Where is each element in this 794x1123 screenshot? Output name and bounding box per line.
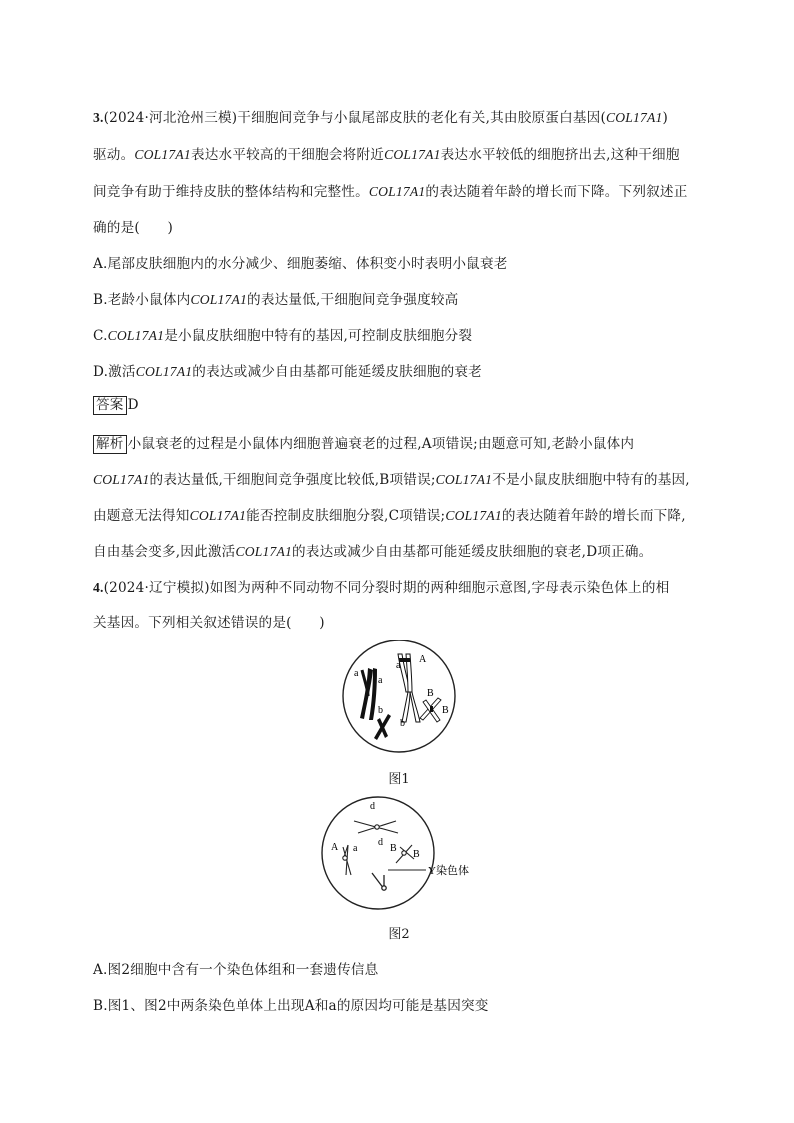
gene-name: COL17A1 [435, 472, 493, 487]
gene-name: COL17A1 [445, 508, 502, 523]
q3-option-b [93, 288, 458, 308]
q3-number: 3. [93, 110, 104, 125]
gene-name: COL17A1 [605, 110, 663, 125]
q3-stem-3a: 间竞争有助于维持皮肤的整体结构和完整性。 [93, 184, 369, 200]
q3-stem-1: 干细胞间竞争与小鼠尾部皮肤的老化有关,其由胶原蛋白基因( [237, 110, 606, 126]
gene-name: COL17A1 [135, 364, 193, 379]
gene-label-A: A [419, 654, 427, 665]
figure-2-caption: 图2 [388, 927, 410, 942]
analysis-text-3a: 由题意无法得知 [93, 508, 190, 524]
q3-option-b-a: B.老龄小鼠体内 [93, 292, 191, 308]
gene-label-d: d [378, 837, 383, 848]
y-chromosome-label: Y染色体 [428, 865, 469, 877]
gene-label-a: a [354, 668, 359, 679]
gene-name: COL17A1 [368, 184, 426, 199]
q3-analysis-1 [93, 432, 634, 454]
q3-line-4: 确的是( ) [93, 220, 173, 236]
chromosome-A-a [343, 845, 351, 875]
chromosome-B-pair [420, 698, 441, 722]
gene-label-b: b [400, 718, 405, 729]
q3-line-2 [93, 143, 680, 163]
q3-line-1 [93, 106, 668, 126]
q3-stem-2a: 驱动。 [93, 147, 135, 163]
q3-stem-2b: 表达水平较高的干细胞会将附近 [190, 147, 385, 163]
gene-label-B: B [442, 705, 449, 716]
analysis-label: 解析 [93, 435, 127, 454]
chromosome-B [396, 845, 414, 863]
q3-source: (2024·河北沧州三模) [103, 110, 238, 126]
gene-label-A: A [331, 842, 339, 853]
gene-name: COL17A1 [107, 328, 165, 343]
gene-label-B: B [413, 849, 420, 860]
q3-analysis-2 [93, 468, 690, 488]
gene-name: COL17A1 [235, 544, 293, 559]
analysis-text-4a: 自由基会变多,因此激活 [93, 544, 236, 560]
q4-line-2: 关基因。下列相关叙述错误的是( ) [93, 615, 325, 631]
q4-number: 4. [93, 580, 104, 595]
q3-stem-3b: 的表达随着年龄的增长而下降。下列叙述正 [425, 184, 688, 200]
q3-option-c-a: C. [93, 328, 108, 344]
q3-option-d [93, 360, 482, 380]
gene-name: COL17A1 [384, 147, 441, 162]
gene-label-B: B [427, 688, 434, 699]
q3-option-b-b: 的表达量低,干细胞间竞争强度较高 [247, 292, 459, 308]
gene-label-a: a [353, 843, 358, 854]
analysis-text-2d: 不是小鼠皮肤细胞中特有的基因, [492, 472, 690, 488]
q4-option-a: A.图2细胞中含有一个染色体组和一套遗传信息 [93, 962, 379, 978]
figure-1-cell-diagram [340, 640, 460, 756]
gene-name: COL17A1 [134, 147, 191, 162]
q3-option-c-b: 是小鼠皮肤细胞中特有的基因,可控制皮肤细胞分裂 [164, 328, 473, 344]
q4-line-1 [93, 576, 669, 596]
gene-name: COL17A1 [93, 472, 150, 487]
q3-analysis-3 [93, 504, 686, 524]
analysis-text-3b: 能否控制皮肤细胞分裂,C项错误; [246, 508, 446, 524]
q3-stem-1-close: ) [662, 110, 669, 126]
q3-analysis-4 [93, 540, 652, 560]
q3-option-a: A.尾部皮肤细胞内的水分减少、细胞萎缩、体积变小时表明小鼠衰老 [93, 256, 508, 272]
q4-source: (2024·辽宁模拟) [103, 580, 210, 596]
q3-stem-2c: 表达水平较低的细胞挤出去,这种干细胞 [440, 147, 680, 163]
chromosome-d [354, 821, 398, 833]
answer-value: D [127, 397, 139, 413]
figure-1-caption: 图1 [388, 772, 410, 787]
gene-label-b: b [378, 705, 383, 716]
analysis-text-4b: 的表达或减少自由基都可能延缓皮肤细胞的衰老,D项正确。 [292, 544, 653, 560]
q3-answer [93, 396, 139, 415]
answer-label: 答案 [93, 396, 127, 415]
q4-option-b: B.图1、图2中两条染色单体上出现A和a的原因均可能是基因突变 [93, 998, 489, 1014]
chromosome-a-pair [360, 668, 377, 720]
gene-name: COL17A1 [190, 292, 248, 307]
q4-stem-1: 如图为两种不同动物不同分裂时期的两种细胞示意图,字母表示染色体上的相 [209, 580, 670, 596]
gene-label-a: a [378, 675, 383, 686]
chromosome-b-pair [374, 714, 391, 740]
figure-2-cell-diagram [318, 795, 486, 911]
gene-label-B: B [390, 843, 397, 854]
gene-label-d: d [370, 801, 375, 812]
q3-option-d-a: D.激活 [93, 364, 136, 380]
analysis-text-1: 小鼠衰老的过程是小鼠体内细胞普遍衰老的过程,A项错误;由题意可知,老龄小鼠体内 [127, 436, 635, 452]
gene-name: COL17A1 [189, 508, 247, 523]
q3-option-d-b: 的表达或减少自由基都可能延缓皮肤细胞的衰老 [192, 364, 482, 380]
q3-line-3 [93, 180, 688, 200]
analysis-text-2b: 的表达量低,干细胞间竞争强度比较低,B项错误; [149, 472, 436, 488]
analysis-text-3c: 的表达随着年龄的增长而下降, [501, 508, 686, 524]
chromosome-Y [372, 873, 386, 890]
chromosome-A-pair [398, 654, 420, 722]
gene-label-a: a [396, 660, 401, 671]
q3-option-c [93, 324, 472, 344]
